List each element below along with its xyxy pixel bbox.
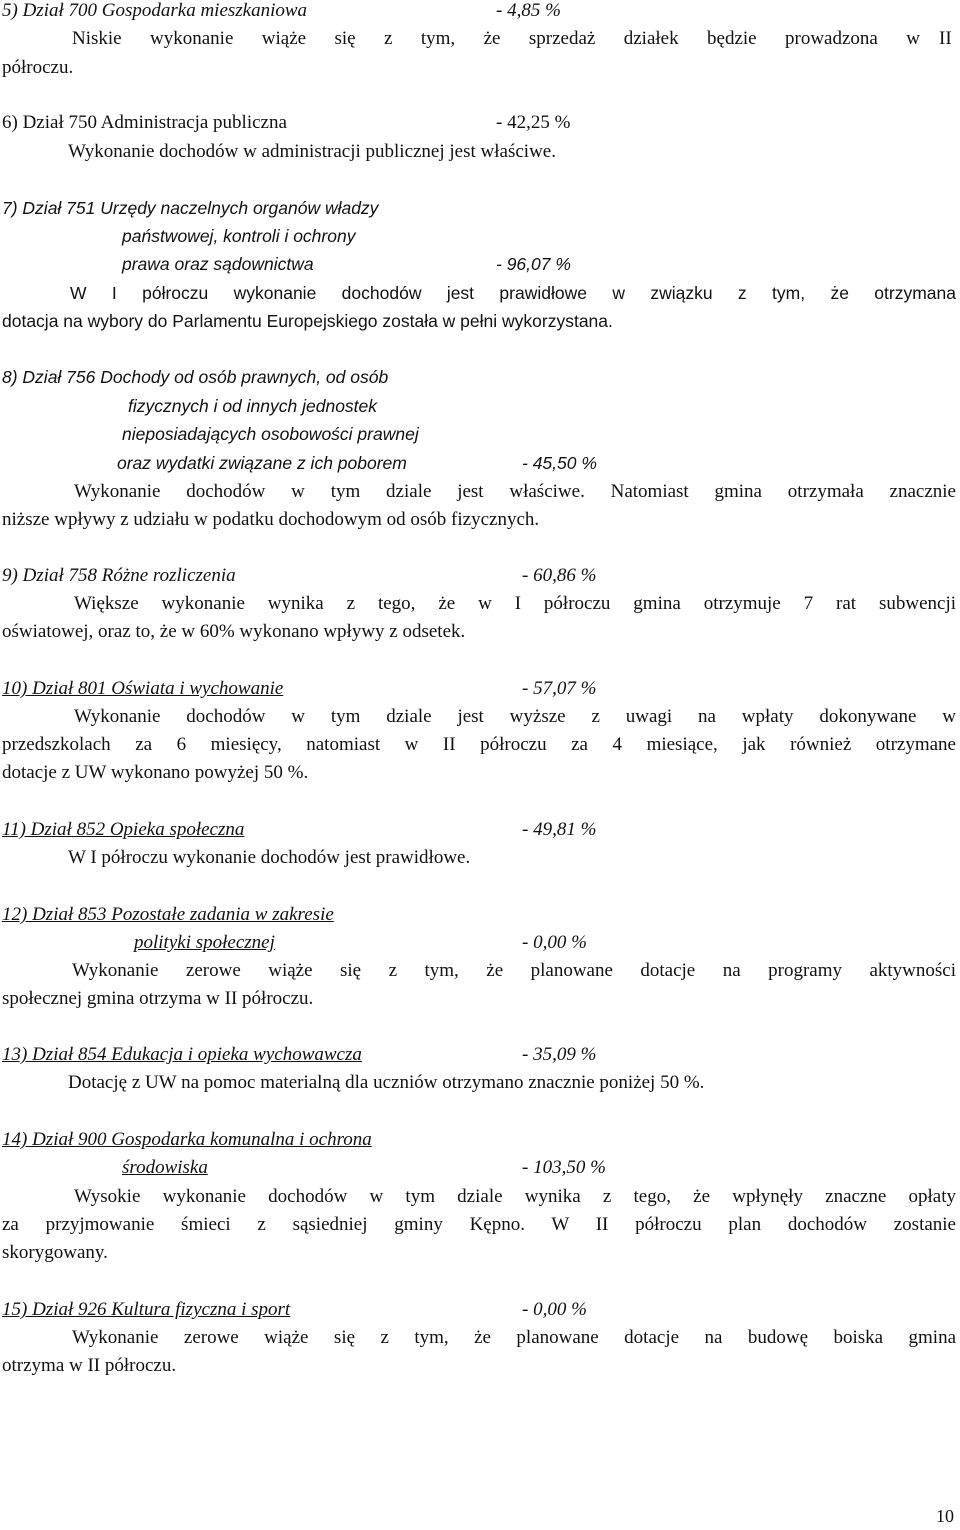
section-12-body-line: społecznej gmina otrzyma w II półroczu. — [2, 988, 314, 1009]
section-12-title: polityki społecznej — [134, 932, 275, 953]
section-6-title: 6) Dział 750 Administracja publiczna — [2, 112, 287, 133]
section-8-title: oraz wydatki związane z ich poborem — [117, 453, 407, 473]
section-13-percent: - 35,09 % — [522, 1044, 597, 1065]
section-6-body-line: Wykonanie dochodów w administracji publicznej jest właściwe. — [68, 141, 556, 162]
section-12-title: 12) Dział 853 Pozostałe zadania w zakresie — [2, 904, 334, 925]
section-12-percent: - 0,00 % — [522, 932, 587, 953]
section-10-body-line: Wykonanie dochodów w tym dziale jest wyższe z uwagi na wpłaty dokonywane w — [74, 706, 956, 727]
section-10-title: 10) Dział 801 Oświata i wychowanie — [2, 678, 284, 699]
section-8-title: fizycznych i od innych jednostek — [128, 396, 378, 416]
section-8-title: 8) Dział 756 Dochody od osób prawnych, od osób — [2, 367, 389, 387]
section-9-percent: - 60,86 % — [522, 565, 597, 586]
section-11-title: 11) Dział 852 Opieka społeczna — [2, 819, 245, 840]
section-15-body-line: Wykonanie zerowe wiąże się z tym, że planowane dotacje na budowę boiska gmina — [72, 1327, 956, 1348]
section-7-body-line: W I półroczu wykonanie dochodów jest prawidłowe w związku z tym, że otrzymana — [70, 283, 956, 303]
section-7-title: 7) Dział 751 Urzędy naczelnych organów władzy — [2, 198, 379, 218]
section-14-title: 14) Dział 900 Gospodarka komunalna i ochrona — [2, 1129, 372, 1150]
section-14-percent: - 103,50 % — [522, 1157, 606, 1178]
page-number: 10 — [936, 1506, 954, 1526]
section-12-body-line: Wykonanie zerowe wiąże się z tym, że planowane dotacje na programy aktywności — [72, 960, 956, 981]
section-7-title: prawa oraz sądownictwa — [122, 254, 314, 274]
section-7-percent: - 96,07 % — [496, 254, 571, 274]
section-15-percent: - 0,00 % — [522, 1299, 587, 1320]
section-14-body-line: za przyjmowanie śmieci z sąsiedniej gminy Kępno. W II półroczu plan dochodów zostanie — [2, 1214, 956, 1235]
section-9-body-line: oświatowej, oraz to, że w 60% wykonano wpływy z odsetek. — [2, 621, 466, 642]
section-11-body-line: W I półroczu wykonanie dochodów jest prawidłowe. — [68, 847, 471, 868]
section-8-body-line: niższe wpływy z udziału w podatku dochodowym od osób fizycznych. — [2, 509, 540, 530]
section-10-percent: - 57,07 % — [522, 678, 597, 699]
section-14-body-line: Wysokie wykonanie dochodów w tym dziale wynika z tego, że wpłynęły znaczne opłaty — [74, 1186, 956, 1207]
section-14-body-line: skorygowany. — [2, 1242, 108, 1263]
section-8-title: nieposiadających osobowości prawnej — [122, 424, 419, 444]
section-14-title: środowiska — [122, 1157, 208, 1178]
section-7-title: państwowej, kontroli i ochrony — [122, 226, 356, 246]
section-13-title: 13) Dział 854 Edukacja i opieka wychowawcza — [2, 1044, 362, 1065]
section-7-body-line: dotacja na wybory do Parlamentu Europejskiego została w pełni wykorzystana. — [2, 311, 613, 331]
section-10-body-line: przedszkolach za 6 miesięcy, natomiast w II półroczu za 4 miesiące, jak również otrzymane — [2, 734, 956, 755]
section-5-body-line: Niskie wykonanie wiąże się z tym, że sprzedaż działek będzie prowadzona w — [72, 28, 920, 49]
section-15-title: 15) Dział 926 Kultura fizyczna i sport — [2, 1299, 291, 1320]
section-9-title: 9) Dział 758 Różne rozliczenia — [2, 565, 236, 586]
section-13-body-line: Dotację z UW na pomoc materialną dla uczniów otrzymano znacznie poniżej 50 %. — [68, 1072, 705, 1093]
section-8-percent: - 45,50 % — [522, 453, 597, 473]
section-10-body-line: dotacje z UW wykonano powyżej 50 %. — [2, 762, 309, 783]
section-5-body-line: II — [939, 28, 952, 49]
section-5-body-line: półroczu. — [2, 57, 74, 78]
section-6-percent: - 42,25 % — [496, 112, 571, 133]
section-5-percent: - 4,85 % — [496, 0, 561, 21]
section-5-title: 5) Dział 700 Gospodarka mieszkaniowa — [2, 0, 308, 21]
section-11-percent: - 49,81 % — [522, 819, 597, 840]
section-15-body-line: otrzyma w II półroczu. — [2, 1355, 177, 1376]
section-8-body-line: Wykonanie dochodów w tym dziale jest właściwe. Natomiast gmina otrzymała znacznie — [74, 481, 956, 502]
section-9-body-line: Większe wykonanie wynika z tego, że w I półroczu gmina otrzymuje 7 rat subwencji — [74, 593, 956, 614]
